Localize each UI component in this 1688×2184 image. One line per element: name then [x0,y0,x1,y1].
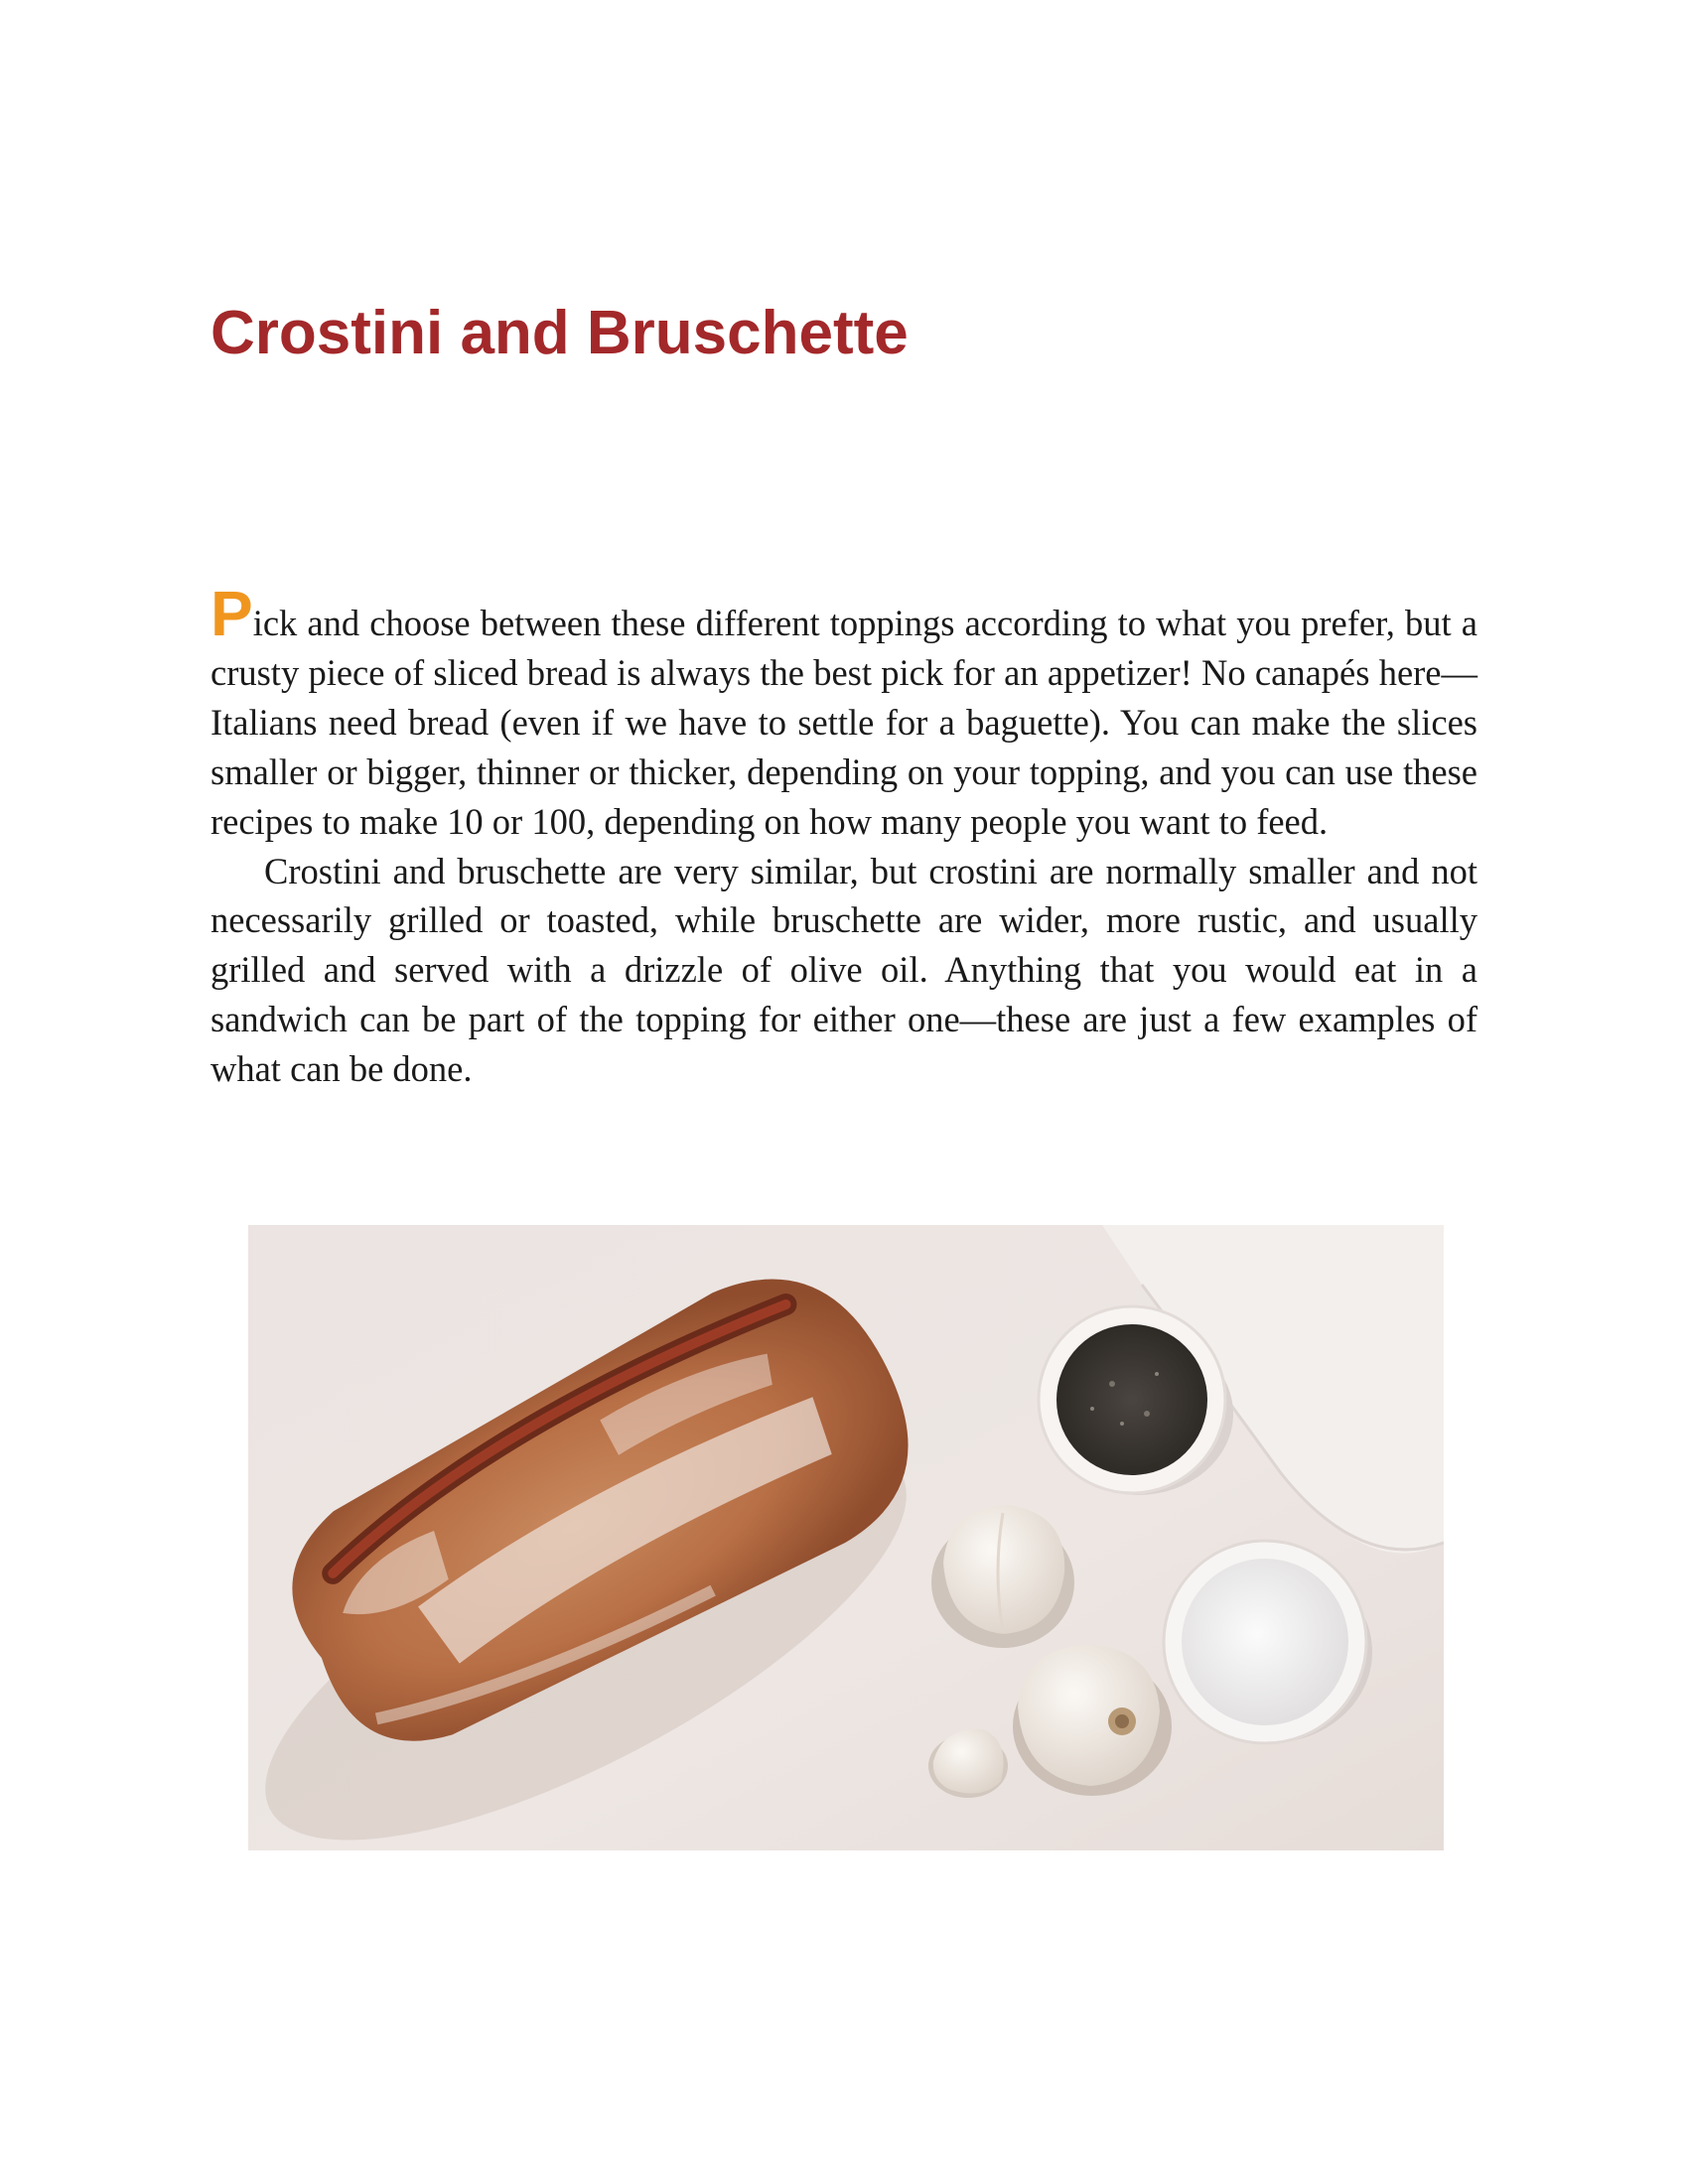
intro-paragraph [211,578,1477,847]
drop-cap: P [211,578,253,649]
second-paragraph: Crostini and bruschette are very similar, but crostini are normally smaller and not necessarily grilled or toasted, while bruschette are wider, more rustic, and usually grilled and served with a drizzle of olive oil. Anything that you would eat in a sandwich can be part of the topping for either one—these are just a few examples of what can be done. [211,850,1477,1090]
body-text [211,578,1477,1094]
page-title: Crostini and Bruschette [211,299,909,367]
bread-photo [248,1225,1444,1850]
intro-text: ick and choose between these different toppings according to what you prefer, but a crusty piece of sliced bread is always the best pick for an appetizer! No canapés here—Italians need bread (even if we have to settle for a baguette). You can make the slices smaller or bigger, thinner or thicker, depending on your topping, and you can use these recipes to make 10 or 100, depending on how many people you want to feed. [211,603,1477,842]
